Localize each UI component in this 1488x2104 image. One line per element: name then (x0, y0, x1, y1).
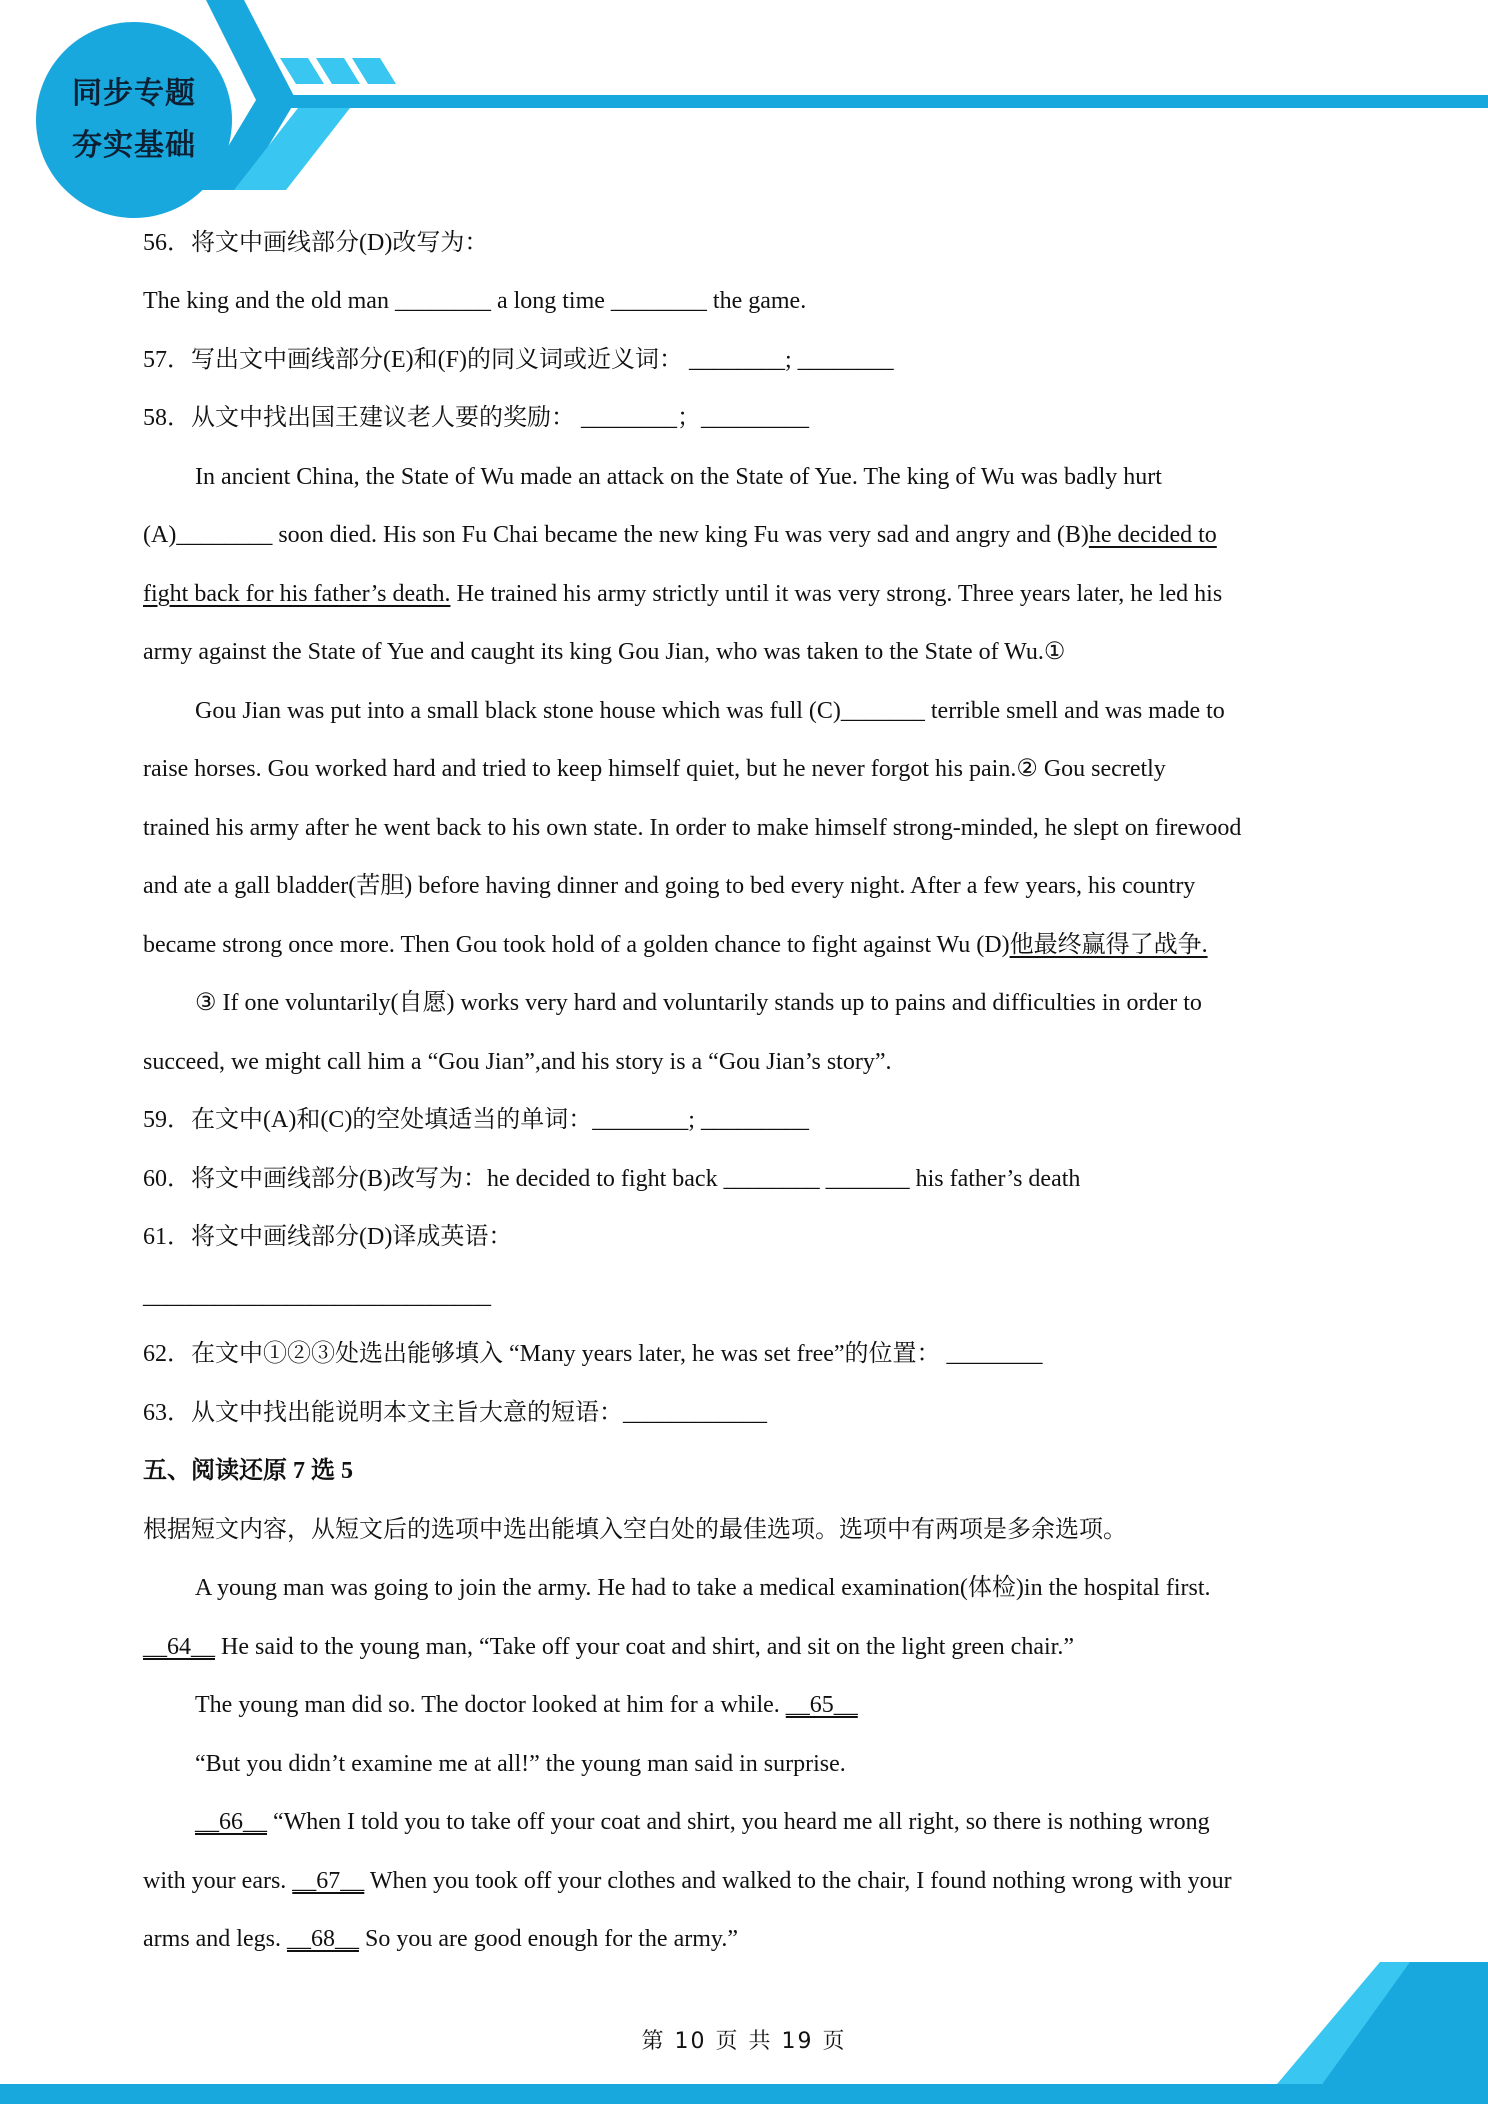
passage-2-line-9 (143, 930, 1208, 960)
passage-2-line-8: and ate a gall bladder(苦胆) before having dinner and going to bed every night. After a few years, his country (143, 873, 1196, 899)
question-61-prompt: 61．将文中画线部分(D)译成英语： (143, 1224, 513, 1250)
passage-2-text: He trained his army strictly until it was very strong. Three years later, he led his (450, 581, 1223, 607)
passage-3-line-4: “But you didn’t examine me at all!” the young man said in surprise. (195, 1751, 846, 1777)
blank-67: __67__ (292, 1868, 365, 1894)
passage-2-line-5: Gou Jian was put into a small black stone house which was full (C)_______ terrible smell and was made to (195, 698, 1225, 724)
badge-line-1: 同步专题 (72, 76, 196, 111)
question-56-prompt: 56．将文中画线部分(D)改写为： (143, 230, 489, 256)
question-56-sentence: The king and the old man ________ a long time ________ the game. (143, 288, 807, 314)
passage-2-line-7: trained his army after he went back to his own state. In order to make himself strong-minded, he slept on firewood (143, 815, 1242, 841)
passage-2-line-1: In ancient China, the State of Wu made an attack on the State of Yue. The king of Wu was badly hurt (195, 464, 1162, 490)
question-63-prompt: 63．从文中找出能说明本文主旨大意的短语：____________ (143, 1400, 767, 1426)
passage-3-line-2 (143, 1632, 1074, 1662)
header-badge (36, 22, 232, 218)
passage-2-line-2 (143, 520, 1217, 550)
passage-3-line-1: A young man was going to join the army. He had to take a medical examination(体检)in the hospital first. (195, 1575, 1211, 1601)
underlined-part-d: 他最终赢得了战争. (1009, 932, 1208, 958)
passage-2-line-4: army against the State of Yue and caught its king Gou Jian, who was taken to the State of Wu.① (143, 639, 1066, 665)
passage-3-line-5 (195, 1807, 1210, 1837)
question-61-answer-blank: _____________________________ (143, 1283, 491, 1309)
passage-3-text: When you took off your clothes and walked to the chair, I found nothing wrong with your (364, 1868, 1232, 1894)
passage-3-text: “When I told you to take off your coat and shirt, you heard me all right, so there is nothing wrong (267, 1809, 1210, 1835)
underlined-part-b: he decided to (1088, 522, 1217, 548)
passage-2-line-3 (143, 579, 1222, 609)
underlined-part-b-cont: fight back for his father’s death. (143, 581, 451, 607)
passage-3-text: He said to the young man, “Take off your coat and shirt, and sit on the light green chair.” (215, 1634, 1074, 1660)
blank-66: __66__ (195, 1809, 267, 1835)
passage-2-line-6: raise horses. Gou worked hard and tried to keep himself quiet, but he never forgot his pain.② Gou secretly (143, 756, 1166, 782)
passage-2-line-10: ③ If one voluntarily(自愿) works very hard and voluntarily stands up to pains and difficulties in order to (195, 990, 1202, 1016)
passage-2-text: became strong once more. Then Gou took hold of a golden chance to fight against Wu (D) (143, 932, 1010, 958)
passage-3-line-7 (143, 1924, 738, 1954)
passage-3-text: The young man did so. The doctor looked at him for a while. (195, 1692, 786, 1718)
badge-line-2: 夯实基础 (72, 128, 196, 163)
question-62-prompt: 62．在文中①②③处选出能够填入 “Many years later, he was set free”的位置： ________ (143, 1341, 1043, 1367)
blank-65: __65__ (785, 1692, 858, 1718)
page-number: 第 10 页 共 19 页 (641, 2029, 847, 2054)
blank-64: __64__ (143, 1634, 215, 1660)
passage-2-line-11: succeed, we might call him a “Gou Jian”,and his story is a “Gou Jian’s story”. (143, 1049, 892, 1075)
passage-3-line-6 (143, 1866, 1232, 1896)
passage-3-text: arms and legs. (143, 1926, 287, 1952)
passage-3-line-3 (195, 1690, 858, 1720)
passage-3-text: So you are good enough for the army.” (358, 1926, 738, 1952)
question-59-prompt: 59．在文中(A)和(C)的空处填适当的单词：________; _________ (143, 1107, 809, 1133)
passage-3-text: with your ears. (143, 1868, 293, 1894)
question-58-prompt: 58．从文中找出国王建议老人要的奖励： ________；_________ (143, 405, 809, 431)
section-5-instruction: 根据短文内容，从短文后的选项中选出能填入空白处的最佳选项。选项中有两项是多余选项。 (143, 1517, 1127, 1543)
passage-2-text: (A)________ soon died. His son Fu Chai became the new king Fu was very sad and angry and (B) (143, 522, 1089, 548)
question-57-prompt: 57．写出文中画线部分(E)和(F)的同义词或近义词： ________; ________ (143, 347, 894, 373)
question-60-prompt: 60．将文中画线部分(B)改写为：he decided to fight back ________ _______ his father’s death (143, 1166, 1081, 1192)
section-5-title: 五、阅读还原 7 选 5 (143, 1458, 353, 1484)
blank-68: __68__ (286, 1926, 359, 1952)
